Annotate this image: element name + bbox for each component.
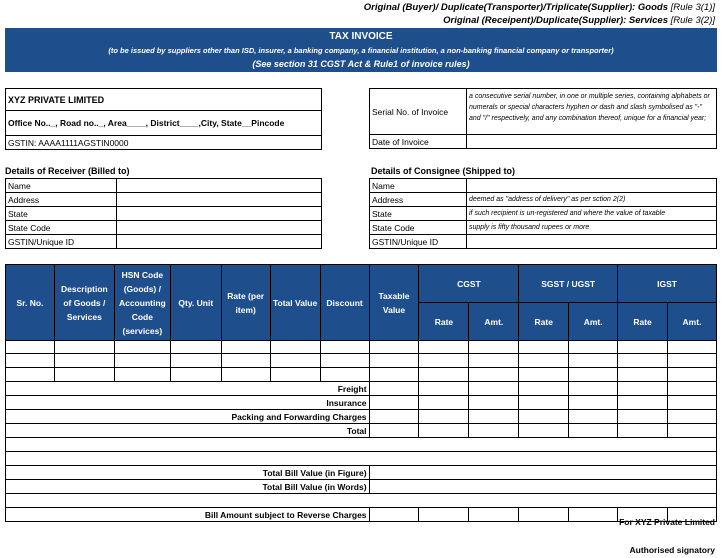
receiver-label-name: Name: [6, 179, 117, 193]
copy-services-rule: [Rule 3(2)]: [670, 15, 715, 26]
header-igst: IGST: [618, 265, 717, 303]
receiver-value-name[interactable]: [117, 179, 322, 193]
consignee-label-name: Name: [370, 179, 467, 193]
charge-row-packing: [6, 410, 717, 424]
reverse-charge-label: Bill Amount subject to Reverse Charges: [6, 508, 370, 522]
serial-label: Serial No. of Invoice: [370, 89, 467, 135]
header-description: Description of Goods / Services: [54, 265, 114, 341]
copy-designation-goods: [364, 2, 715, 13]
total-label: Total: [6, 424, 370, 438]
item-row: [6, 354, 717, 368]
receiver-label-gstin: GSTIN/Unique ID: [6, 235, 117, 249]
items-table: [5, 264, 717, 522]
header-cgst: CGST: [419, 265, 519, 303]
header-sgst: SGST / UGST: [519, 265, 618, 303]
copy-designation-services: [443, 15, 715, 26]
freight-label: Freight: [6, 382, 370, 396]
copy-goods-text: Original (Buyer)/ Duplicate(Transporter)/Triplicate(Supplier): Goods: [363, 2, 668, 13]
banner-subtitle: (to be issued by suppliers other than ISD, insurer, a banking company, a financial institution, a non-banking financial company or transporter): [108, 46, 614, 55]
consignee-label-gstin: GSTIN/Unique ID: [370, 235, 467, 249]
copy-services-text: Original (Receipent)/Duplicate(Supplier): Services: [443, 15, 668, 26]
header-igst-rate: Rate: [618, 303, 668, 341]
header-hsn-code: HSN Code (Goods) / Accounting Code (services): [114, 265, 170, 341]
receiver-value-state-code[interactable]: [117, 221, 322, 235]
consignee-address-note: deemed as "address of delivery" as per sction 2(2): [467, 193, 717, 207]
bill-value-figure-label: Total Bill Value (in Figure): [6, 466, 370, 480]
consignee-label-state: State: [370, 207, 467, 221]
receiver-value-address[interactable]: [117, 193, 322, 207]
signature-authorised: Authorised signatory: [629, 545, 715, 555]
banner-title: TAX INVOICE: [329, 31, 393, 42]
consignee-value-gstin[interactable]: [467, 235, 717, 249]
header-discount: Discount: [320, 265, 369, 341]
invoice-banner: [5, 28, 717, 72]
header-cgst-rate: Rate: [419, 303, 469, 341]
reverse-charge-row: [6, 508, 717, 522]
consignee-title: Details of Consignee (Shipped to): [371, 166, 516, 176]
charge-row-insurance: [6, 396, 717, 410]
header-qty-unit: Qty. Unit: [170, 265, 221, 341]
consignee-value-name[interactable]: [467, 179, 717, 193]
bill-value-words-label: Total Bill Value (in Words): [6, 480, 370, 494]
header-cgst-amt: Amt.: [469, 303, 519, 341]
insurance-label: Insurance: [6, 396, 370, 410]
item-row: [6, 341, 717, 354]
header-taxable-value: Taxable Value: [369, 265, 419, 341]
date-value[interactable]: [467, 135, 717, 149]
bill-value-figure-row: [6, 466, 717, 480]
consignee-block: [369, 178, 717, 249]
receiver-label-address: Address: [6, 193, 117, 207]
supplier-name: XYZ PRIVATE LIMITED: [6, 89, 322, 111]
consignee-state-note: if such recipient is un-registered and where the value of taxable: [467, 207, 717, 221]
supplier-block: [5, 88, 322, 150]
header-sr-no: Sr. No.: [6, 265, 55, 341]
packing-label: Packing and Forwarding Charges: [6, 410, 370, 424]
receiver-title: Details of Receiver (Billed to): [5, 166, 130, 176]
header-rate: Rate (per item): [221, 265, 270, 341]
header-sgst-amt: Amt.: [569, 303, 618, 341]
signature-company: For XYZ Private Limited: [619, 517, 715, 527]
consignee-state-code-note: supply is fifty thousand rupees or more: [467, 221, 717, 235]
header-total-value: Total Value: [270, 265, 320, 341]
receiver-value-gstin[interactable]: [117, 235, 322, 249]
receiver-value-state[interactable]: [117, 207, 322, 221]
charge-row-total: [6, 424, 717, 438]
consignee-label-address: Address: [370, 193, 467, 207]
invoice-meta-block: [369, 88, 717, 149]
bill-value-words-row: [6, 480, 717, 494]
consignee-label-state-code: State Code: [370, 221, 467, 235]
supplier-address: Office No.._, Road no.._, Area____, District____,City, State__Pincode: [6, 111, 322, 136]
banner-section: (See section 31 CGST Act & Rule1 of invoice rules): [252, 59, 470, 69]
header-igst-amt: Amt.: [668, 303, 717, 341]
item-row: [6, 368, 717, 382]
receiver-label-state: State: [6, 207, 117, 221]
charge-row-freight: [6, 382, 717, 396]
copy-goods-rule: [Rule 3(1)]: [670, 2, 715, 13]
serial-note: a consecutive serial number, in one or multiple series, containing alphabets or numerals or special characters hyphen or dash and slash symbolised as "-" and "/" respectively, and any combination thereof, unique for a financial year;: [467, 89, 717, 135]
receiver-block: [5, 178, 322, 249]
date-label: Date of Invoice: [370, 135, 467, 149]
supplier-gstin: GSTIN: AAAA1111AGSTIN0000: [6, 136, 322, 150]
receiver-label-state-code: State Code: [6, 221, 117, 235]
header-sgst-rate: Rate: [519, 303, 569, 341]
